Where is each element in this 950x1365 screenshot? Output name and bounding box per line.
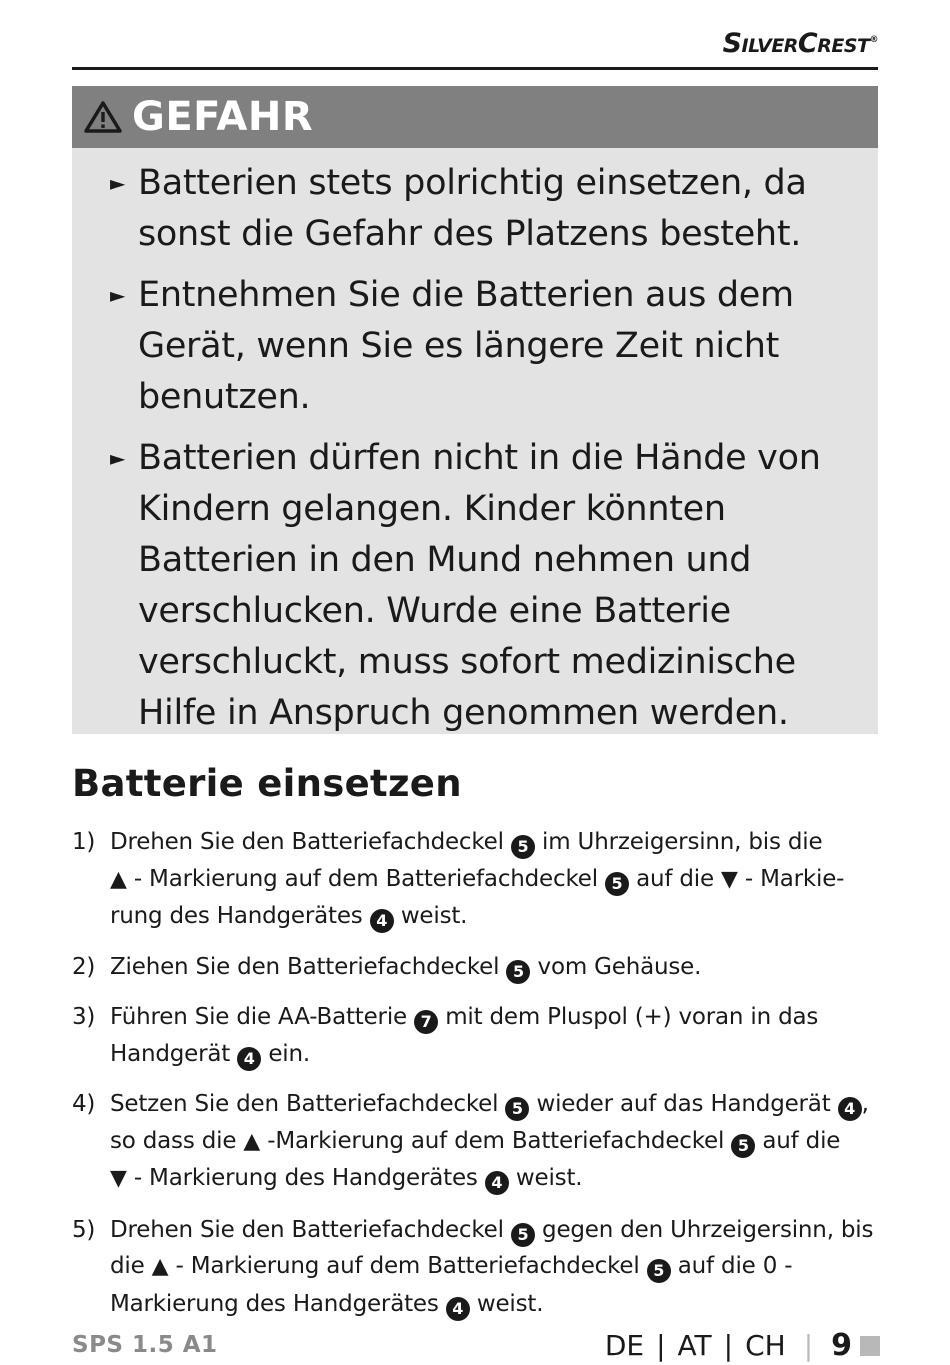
warning-item: ► Batterien dürfen nicht in die Hände von Kindern gelangen. Kinder könnten Batterien in den Mund nehmen und verschlucken. Wurde eine Batterie verschluckt, muss sofort medizinische Hilfe in Anspruch genommen werden. bbox=[110, 433, 848, 739]
bullet-arrow-icon: ► bbox=[110, 171, 126, 195]
section-title: Batterie einsetzen bbox=[72, 762, 462, 805]
page-marker-square bbox=[860, 1336, 880, 1356]
step-item: 4) Setzen Sie den Batteriefachdeckel 5 wieder auf das Handgerät 4 , so dass die ▲ -Markierung auf dem Batteriefachdeckel 5 auf die ▼ - Markierung des Handgerätes 4 weist. bbox=[72, 1086, 884, 1198]
ref-number-icon: 5 bbox=[505, 1097, 529, 1121]
footer-page-info bbox=[605, 1328, 880, 1363]
model-number: SPS 1.5 A1 bbox=[72, 1332, 218, 1358]
ref-number-icon: 4 bbox=[446, 1297, 470, 1321]
separator: | bbox=[723, 1329, 734, 1362]
ref-number-icon: 5 bbox=[731, 1134, 755, 1158]
ref-number-icon: 7 bbox=[414, 1010, 438, 1034]
ref-number-icon: 4 bbox=[485, 1171, 509, 1195]
language-at: AT bbox=[677, 1329, 712, 1362]
ref-number-icon: 4 bbox=[237, 1047, 261, 1071]
bullet-arrow-icon: ► bbox=[110, 283, 126, 307]
steps-list bbox=[72, 824, 884, 1336]
step-item: 1) Drehen Sie den Batteriefachdeckel 5 im Uhrzeigersinn, bis die ▲ - Markierung auf dem Batteriefachdeckel 5 auf die ▼ - Markierung des Handgerätes 4 weist. bbox=[72, 824, 884, 935]
ref-number-icon: 5 bbox=[506, 960, 530, 984]
warning-list bbox=[72, 148, 878, 739]
danger-warning-box bbox=[72, 86, 878, 734]
ref-number-icon: 5 bbox=[511, 835, 535, 859]
warning-item: ► Entnehmen Sie die Batterien aus dem Gerät, wenn Sie es längere Zeit nicht benutzen. bbox=[110, 270, 848, 423]
ref-number-icon: 5 bbox=[511, 1223, 535, 1247]
separator: | bbox=[656, 1329, 666, 1362]
ref-number-icon: 4 bbox=[838, 1097, 862, 1121]
ref-number-icon: 5 bbox=[647, 1259, 671, 1283]
step-item: 5) Drehen Sie den Batteriefachdeckel 5 gegen den Uhrzeigersinn, bis die ▲ - Markierung auf dem Batteriefachdeckel 5 auf die 0 - Markierung des Handgerätes 4 weist. bbox=[72, 1212, 884, 1323]
step-item: 3) Führen Sie die AA-Batterie 7 mit dem Pluspol (+) voran in das Handgerät 4 ein. bbox=[72, 999, 884, 1072]
page-number: 9 bbox=[831, 1328, 852, 1363]
triangle-up-icon: ▲ bbox=[243, 1128, 261, 1154]
triangle-down-icon: ▼ bbox=[721, 866, 738, 892]
bullet-arrow-icon: ► bbox=[110, 446, 126, 470]
warning-item: ► Batterien stets polrichtig einsetzen, da sonst die Gefahr des Platzens besteht. bbox=[110, 158, 848, 260]
separator: | bbox=[803, 1329, 814, 1362]
language-de: DE bbox=[604, 1329, 645, 1362]
triangle-up-icon: ▲ bbox=[110, 866, 127, 892]
triangle-down-icon: ▼ bbox=[110, 1166, 127, 1191]
warning-header bbox=[72, 86, 878, 148]
ref-number-icon: 4 bbox=[370, 909, 394, 933]
ref-number-icon: 5 bbox=[605, 872, 629, 896]
warning-triangle-icon bbox=[84, 100, 122, 134]
triangle-up-icon: ▲ bbox=[151, 1254, 169, 1279]
brand-logo: SilverCrest® bbox=[722, 28, 878, 59]
step-item: 2) Ziehen Sie den Batteriefachdeckel 5 vom Gehäuse. bbox=[72, 949, 884, 986]
language-ch: CH bbox=[745, 1329, 786, 1362]
warning-title: GEFAHR bbox=[132, 94, 314, 140]
header-rule bbox=[72, 67, 878, 70]
